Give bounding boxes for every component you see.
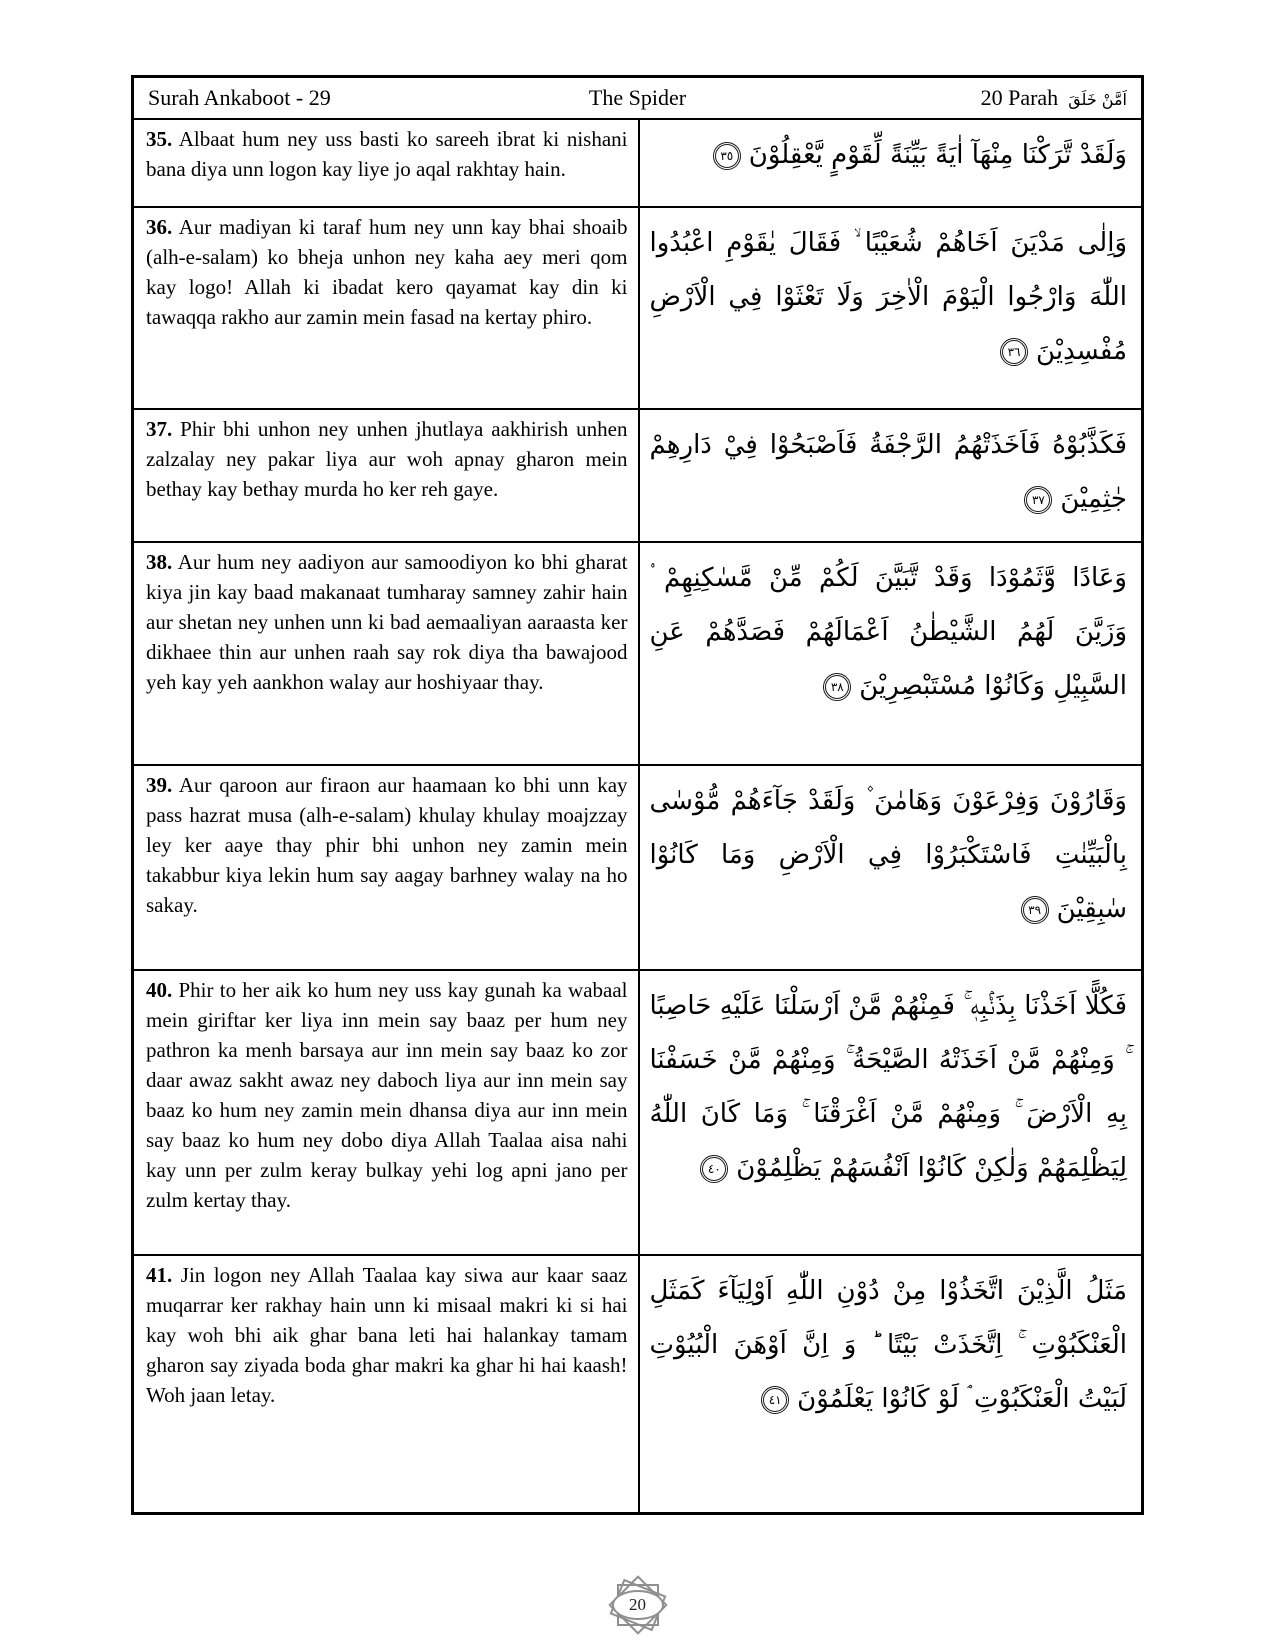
translation-cell — [134, 971, 638, 1254]
verse-number: 38. — [146, 550, 173, 574]
translation-cell — [134, 543, 638, 764]
translation-text: Aur qaroon aur firaon aur haamaan ko bhi unn kay pass hazrat musa (alh-e-salam) khulay khulay moajzzay ley ker aaye thay phir bhi unhon ney zamin mein takabbur kiya lekin hum say aagay barhney walay na ho sakay. — [146, 773, 628, 917]
verse-row — [134, 541, 1141, 764]
arabic-cell — [638, 120, 1142, 206]
verse-number: 41. — [146, 1263, 173, 1287]
page-header — [134, 78, 1141, 118]
translation-text: Aur hum ney aadiyon aur samoodiyon ko bhi gharat kiya jin kay baad makanaat tumharay samney zahir hain aur shetan ney unhen unn ki bad aemaaliyan aaraasta ker dikhaee thin aur unhen raah say rok diya tha bawajood yeh kay yeh aankhon walay aur hoshiyaar thay. — [146, 550, 628, 694]
arabic-text: وَلَقَدْ تَّرَكْنَا مِنْهَآ اٰيَةً بَيِّنَةً لِّقَوْمٍ يَّعْقِلُوْنَ — [748, 140, 1127, 170]
verse-number: 40. — [146, 978, 173, 1002]
arabic-cell — [638, 766, 1142, 969]
quran-translation-table — [131, 75, 1144, 1515]
arabic-cell — [638, 208, 1142, 408]
page-footer — [0, 1572, 1275, 1650]
arabic-cell — [638, 971, 1142, 1254]
parah-name-arabic: اَمَّنْ خَلَقَ — [1068, 90, 1127, 109]
arabic-text: وَقَارُوْنَ وَفِرْعَوْنَ وَهَامٰنَ ۫ وَلَقَدْ جَآءَهُمْ مُّوْسٰى بِالْبَيِّنٰتِ فَاسْتَكْبَرُوْا فِي الْاَرْضِ وَمَا كَانُوْا سٰبِقِيْنَ — [649, 786, 1127, 924]
surah-name-english: The Spider — [588, 85, 687, 110]
page-number: 20 — [629, 1595, 646, 1614]
verse-number: 39. — [146, 773, 173, 797]
arabic-cell — [638, 1256, 1142, 1512]
verse-row — [134, 118, 1141, 206]
verse-row — [134, 969, 1141, 1254]
verse-end-marker: ٣٥ — [713, 142, 741, 170]
translation-cell — [134, 1256, 638, 1512]
arabic-text: مَثَلُ الَّذِيْنَ اتَّخَذُوْا مِنْ دُوْنِ اللّٰهِ اَوْلِيَآءَ كَمَثَلِ الْعَنْكَبُوْتِ ۚ اِتَّخَذَتْ بَيْتًا ؕ وَ اِنَّ اَوْهَنَ الْبُيُوْتِ لَبَيْتُ الْعَنْكَبُوْتِ ۘ لَوْ كَانُوْا يَعْلَمُوْنَ — [649, 1276, 1127, 1414]
verse-end-marker: ٤٠ — [700, 1155, 728, 1183]
verse-row — [134, 206, 1141, 408]
translation-text: Aur madiyan ki taraf hum ney unn kay bhai shoaib (alh-e-salam) ko bheja unhon ney kaha aey meri qom kay logo! Allah ki ibadat kero qayamat kay din ki tawaqqa rakho aur zamin mein fasad na kertay phiro. — [146, 215, 628, 329]
arabic-cell — [638, 410, 1142, 541]
verse-number: 37. — [146, 417, 173, 441]
arabic-text: فَكُلًّا اَخَذْنَا بِذَنْۢبِهٖ ۚ فَمِنْهُمْ مَّنْ اَرْسَلْنَا عَلَيْهِ حَاصِبًا ۚ وَمِنْهُمْ مَّنْ اَخَذَتْهُ الصَّيْحَةُ ۚ وَمِنْهُمْ مَّنْ خَسَفْنَا بِهِ الْاَرْضَ ۚ وَمِنْهُمْ مَّنْ اَغْرَقْنَا ۚ وَمَا كَانَ اللّٰهُ لِيَظْلِمَهُمْ وَلٰكِنْ كَانُوْا اَنْفُسَهُمْ يَظْلِمُوْنَ — [649, 991, 1127, 1183]
translation-text: Phir bhi unhon ney unhen jhutlaya aakhirish unhen zalzalay ney pakar liya aur woh apnay gharon mein bethay kay bethay murda ho ker reh gaye. — [146, 417, 628, 501]
parah-label: 20 Parah — [980, 85, 1059, 110]
parah-info — [790, 85, 1127, 111]
verse-row — [134, 1254, 1141, 1512]
verse-end-marker: ٣٩ — [1021, 896, 1049, 924]
translation-cell — [134, 120, 638, 206]
page-number-ornament-icon — [605, 1572, 671, 1638]
verse-end-marker: ٣٨ — [823, 673, 851, 701]
translation-cell — [134, 208, 638, 408]
translation-cell — [134, 766, 638, 969]
arabic-text: وَعَادًا وَّثَمُوْدَا وَقَدْ تَّبَيَّنَ لَكُمْ مِّنْ مَّسٰكِنِهِمْ ۟ وَزَيَّنَ لَهُمُ الشَّيْطٰنُ اَعْمَالَهُمْ فَصَدَّهُمْ عَنِ السَّبِيْلِ وَكَانُوْا مُسْتَبْصِرِيْنَ — [649, 563, 1127, 701]
verse-number: 36. — [146, 215, 173, 239]
verse-end-marker: ٣٧ — [1024, 486, 1052, 514]
arabic-cell — [638, 543, 1142, 764]
verse-row — [134, 764, 1141, 969]
verse-row — [134, 408, 1141, 541]
translation-text: Phir to her aik ko hum ney uss kay gunah ka wabaal mein giriftar ker liya inn mein say baaz per hum ney pathron ka menh barsaya aur inn mein say baaz ko zor daar awaz sakht awaz ney daboch liya aur inn mein say baaz ko hum ney zamin mein dhansa diya aur inn mein say baaz ko hum ney dobo diya Allah Taalaa aisa nahi kay unn per zulm keray bulkay yehi log apni jano per zulm kertay thay. — [146, 978, 628, 1212]
verse-end-marker: ٤١ — [761, 1386, 789, 1414]
surah-title: Surah Ankaboot - 29 — [148, 85, 331, 110]
translation-text: Jin logon ney Allah Taalaa kay siwa aur kaar saaz muqarrar ker rakhay hain unn ki misaal makri ki si hai kay woh bhi aik ghar bana leti hai halankay tamam gharon say ziyada boda ghar makri ka ghar hi hai kaash! Woh jaan letay. — [146, 1263, 628, 1407]
translation-cell — [134, 410, 638, 541]
arabic-text: وَاِلٰى مَدْيَنَ اَخَاهُمْ شُعَيْبًا ۙ فَقَالَ يٰقَوْمِ اعْبُدُوا اللّٰهَ وَارْجُوا الْيَوْمَ الْاٰخِرَ وَلَا تَعْثَوْا فِي الْاَرْضِ مُفْسِدِيْنَ — [649, 228, 1127, 366]
verse-number: 35. — [146, 127, 173, 151]
arabic-text: فَكَذَّبُوْهُ فَاَخَذَتْهُمُ الرَّجْفَةُ فَاَصْبَحُوْا فِيْ دَارِهِمْ جٰثِمِيْنَ — [649, 430, 1127, 514]
translation-text: Albaat hum ney uss basti ko sareeh ibrat ki nishani bana diya unn logon kay liye jo aqal rakhtay hain. — [146, 127, 628, 181]
verse-end-marker: ٣٦ — [1000, 338, 1028, 366]
